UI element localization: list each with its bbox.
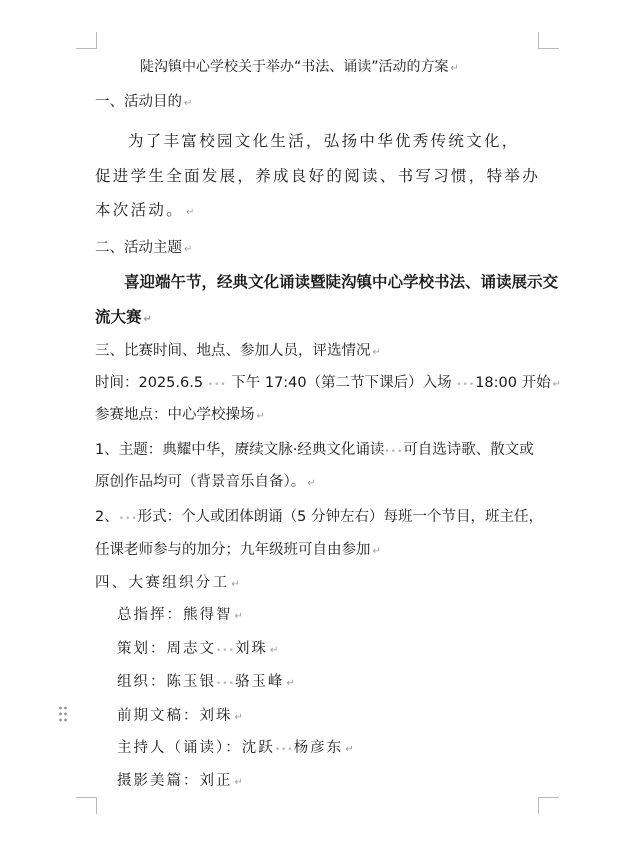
- rule-1-line-2[interactable]: 原创作品均可（背景音乐自备）。 ↵: [95, 474, 316, 490]
- document-title[interactable]: 陡沟镇中心学校关于举办“书法、诵读”活动的方案 ↵: [140, 59, 459, 75]
- purpose-paragraph-line-1[interactable]: 为了丰富校园文化生活，弘扬中华优秀传统文化，: [128, 132, 520, 150]
- page-corner-mark-bottom-right: [538, 797, 559, 814]
- role-organize[interactable]: 组织：陈玉银•••骆玉峰 ↵: [117, 674, 297, 690]
- venue-line[interactable]: 参赛地点：中心学校操场 ↵: [95, 407, 265, 423]
- role-host[interactable]: 主持人（诵读）：沈跃•••杨彦东 ↵: [117, 740, 356, 756]
- rule-1-line-1[interactable]: 1、主题：典耀中华，赓续文脉·经典文化诵读•••可自选诗歌、散文或: [95, 442, 534, 458]
- theme-heading[interactable]: 二、活动主题 ↵: [95, 240, 193, 256]
- organization-heading[interactable]: 四、大赛组织分工 ↵: [95, 575, 243, 591]
- page-corner-mark-top-left: [76, 32, 97, 49]
- theme-line-1[interactable]: 喜迎端午节，经典文化诵读暨陡沟镇中心学校书法、诵读展示交: [124, 273, 559, 291]
- role-photography[interactable]: 摄影美篇：刘正 ↵: [117, 773, 245, 789]
- role-planning[interactable]: 策划：周志文•••刘珠 ↵: [117, 641, 281, 657]
- schedule-heading[interactable]: 三、比赛时间、地点、参加人员，评选情况 ↵: [95, 343, 381, 359]
- purpose-paragraph-line-2[interactable]: 促进学生全面发展，养成良好的阅读、书写习惯，特举办: [95, 167, 541, 185]
- purpose-paragraph-line-3[interactable]: 本次活动。 ↵: [95, 201, 197, 219]
- page-corner-mark-bottom-left: [76, 797, 97, 814]
- purpose-heading[interactable]: 一、活动目的 ↵: [95, 94, 193, 110]
- rule-2-line-1[interactable]: 2、•••形式：个人或团体朗诵（5 分钟左右）每班一个节目，班主任，: [95, 509, 544, 525]
- time-line[interactable]: 时间：2025.6.5 ••• 下午 17:40（第二节下课后）入场 •••18:00 开始 ↵: [95, 375, 561, 391]
- drag-handle-icon[interactable]: [58, 705, 68, 723]
- role-director[interactable]: 总指挥：熊得智 ↵: [117, 607, 245, 623]
- page-corner-mark-top-right: [538, 32, 559, 49]
- theme-line-2[interactable]: 流大赛 ↵: [95, 308, 152, 326]
- role-draft[interactable]: 前期文稿：刘珠 ↵: [117, 708, 245, 724]
- rule-2-line-2[interactable]: 任课老师参与的加分；九年级班可自由参加 ↵: [95, 542, 381, 558]
